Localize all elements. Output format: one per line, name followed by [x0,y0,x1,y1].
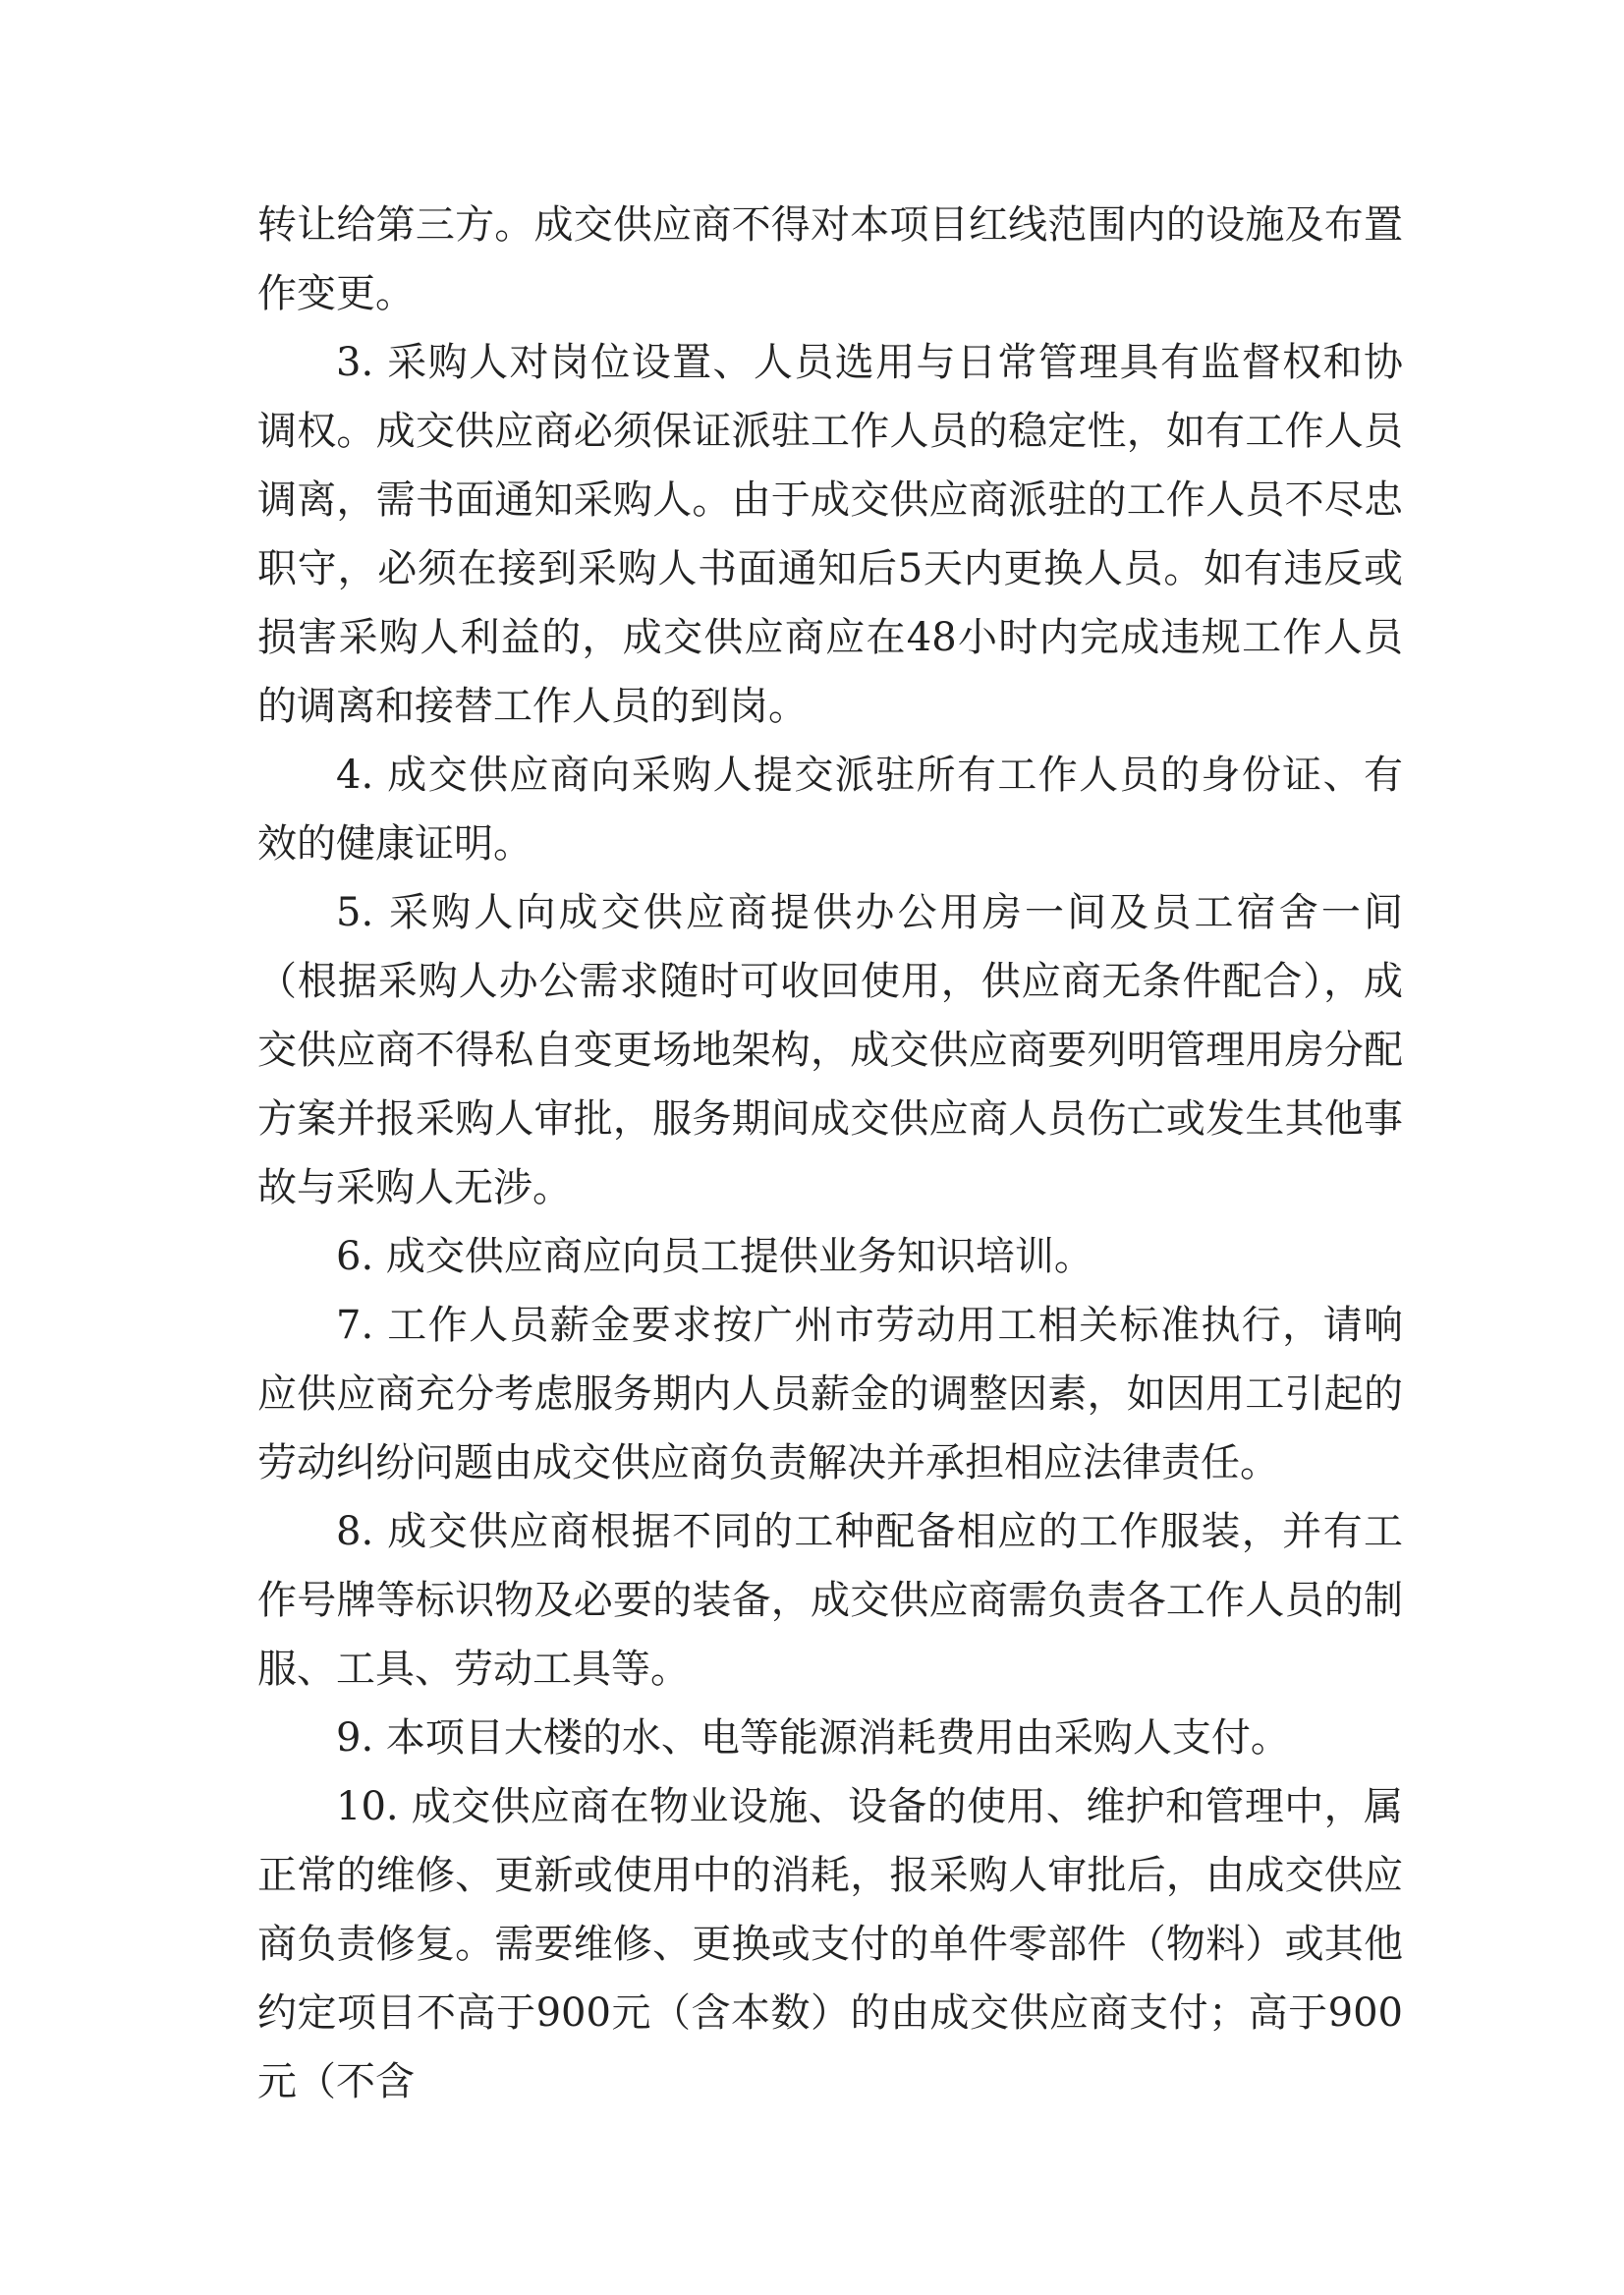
paragraph-item-5: 5. 采购人向成交供应商提供办公用房一间及员工宿舍一间（根据采购人办公需求随时可收回使用，供应商无条件配合），成交供应商不得私自变更场地架构，成交供应商要列明管理用房分配方案并报采购人审批，服务期间成交供应商人员伤亡或发生其他事故与采购人无涉。 [257,890,1403,1210]
paragraph-item-3: 3. 采购人对岗位设置、人员选用与日常管理具有监督权和协调权。成交供应商必须保证派驻工作人员的稳定性，如有工作人员调离，需书面通知采购人。由于成交供应商派驻的工作人员不尽忠职守，必须在接到采购人书面通知后5天内更换人员。如有违反或损害采购人利益的，成交供应商应在48小时内完成违规工作人员的调离和接替工作人员的到岗。 [257,340,1403,729]
paragraph-item-9: 9. 本项目大楼的水、电等能源消耗费用由采购人支付。 [336,1715,1290,1761]
paragraph-item-8: 8. 成交供应商根据不同的工种配备相应的工作服装，并有工作号牌等标识物及必要的装备，成交供应商需负责各工作人员的制服、工具、劳动工具等。 [257,1509,1403,1692]
paragraph-item-4: 4. 成交供应商向采购人提交派驻所有工作人员的身份证、有效的健康证明。 [257,753,1403,867]
paragraph-item-7: 7. 工作人员薪金要求按广州市劳动用工相关标准执行，请响应供应商充分考虑服务期内人员薪金的调整因素，如因用工引起的劳动纠纷问题由成交供应商负责解决并承担相应法律责任。 [257,1303,1403,1485]
document-body [257,191,1403,2116]
paragraph-item-10: 10. 成交供应商在物业设施、设备的使用、维护和管理中，属正常的维修、更新或使用中的消耗，报采购人审批后，由成交供应商负责修复。需要维修、更换或支付的单件零部件（物料）或其他约定项目不高于900元（含本数）的由成交供应商支付；高于900元（不含 [257,1784,1403,2104]
paragraph-continuation: 转让给第三方。成交供应商不得对本项目红线范围内的设施及布置作变更。 [257,202,1403,316]
paragraph-item-6: 6. 成交供应商应向员工提供业务知识培训。 [336,1234,1093,1279]
